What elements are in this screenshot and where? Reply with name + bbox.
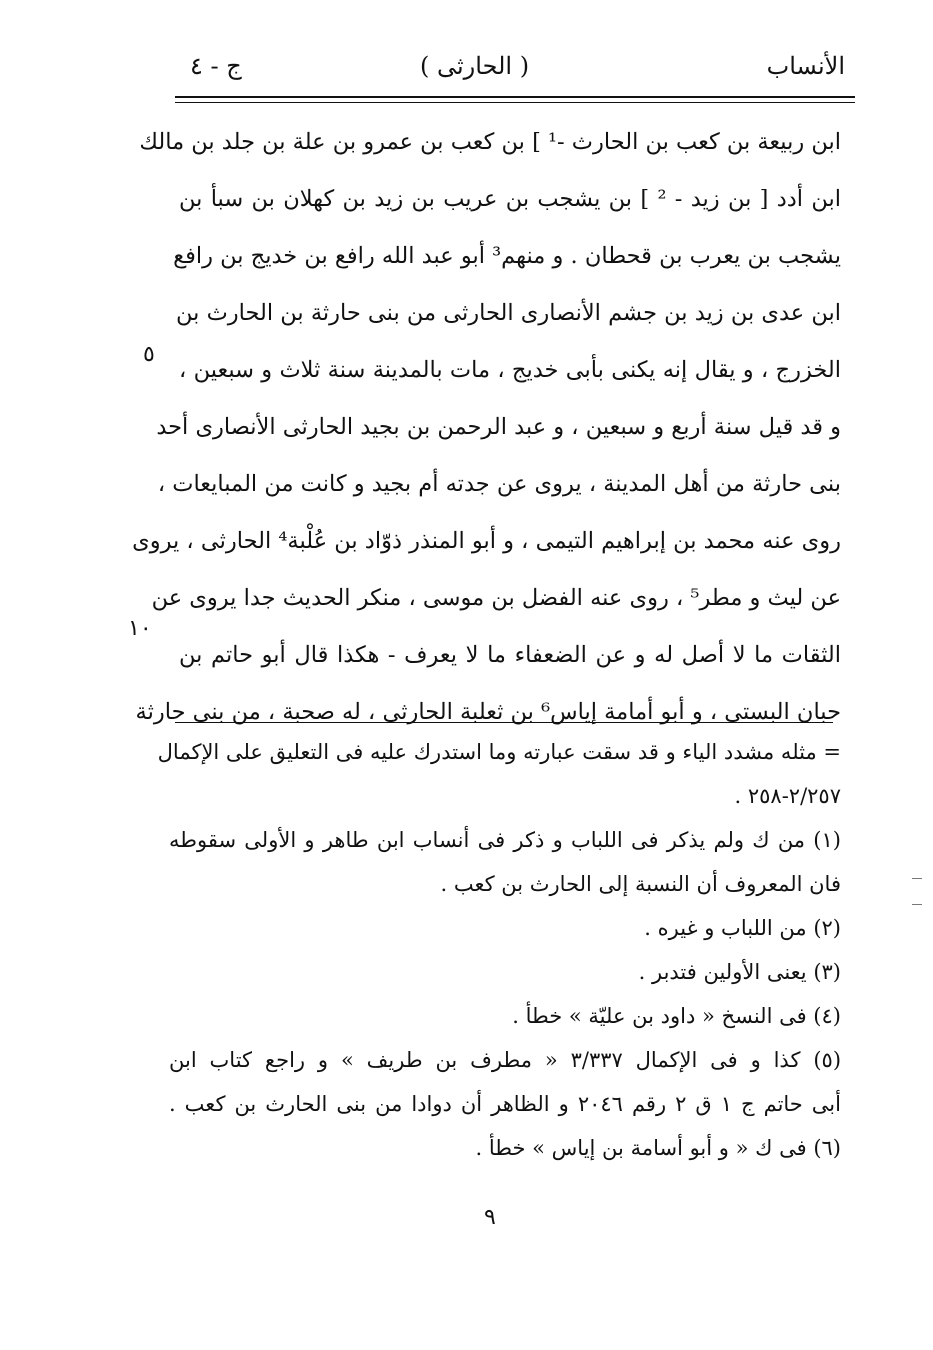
footnote-line: فان المعروف أن النسبة إلى الحارث بن كعب . — [440, 872, 841, 896]
text-line: بنى حارثة من أهل المدينة ، يروى عن جدته أم بجيد و كانت من المبايعات ، — [157, 471, 841, 497]
text-line: ابن أدد [ بن زيد - ² ] بن يشجب بن عريب بن زيد بن كهلان بن سبأ بن — [179, 186, 841, 212]
line-number-5: ٥ — [143, 342, 155, 367]
footnote-line: (٤) فى النسخ « داود بن عليّة » خطأ . — [512, 1004, 841, 1028]
text-line: الثقات ما لا أصل له و عن الضعفاء ما لا يعرف - هكذا قال أبو حاتم بن — [179, 642, 841, 668]
running-title-center: ( الحارثى ) — [420, 52, 530, 80]
text-line: و قد قيل سنة أربع و سبعين ، و عبد الرحمن بن بجيد الحارثى الأنصارى أحد — [156, 414, 841, 440]
text-line: ابن ربيعة بن كعب بن الحارث -¹ ] بن كعب بن عمرو بن علة بن جلد بن مالك — [139, 129, 841, 155]
page-number: ٩ — [484, 1205, 496, 1230]
footnote-line: (٣) يعنى الأولين فتدبر . — [638, 960, 841, 984]
footnote-line: (٢) من اللباب و غيره . — [644, 916, 841, 940]
volume-label: ج - ٤ — [190, 52, 242, 80]
footnote-line: = مثله مشدد الياء و قد سقت عبارته وما استدرك عليه فى التعليق على الإكمال — [157, 740, 841, 764]
text-line: يشجب بن يعرب بن قحطان . و منهم³ أبو عبد الله رافع بن خديج بن رافع — [173, 243, 841, 269]
footnote-line: (٦) فى ك « و أبو أسامة بن إياس » خطأ . — [475, 1136, 841, 1160]
footnote-line: أبى حاتم ج ١ ق ٢ رقم ٢٠٤٦ و الظاهر أن دوادا من بنى الحارث بن كعب . — [169, 1092, 841, 1116]
line-number-10: ١٠ — [128, 616, 152, 641]
text-line: حبان البستى ، و أبو أمامة إياس⁶ بن ثعلبة الحارثى ، له صحبة ، من بنى حارثة — [135, 699, 841, 725]
text-line: الخزرج ، و يقال إنه يكنى بأبى خديج ، مات بالمدينة سنة ثلاث و سبعين ، — [179, 357, 841, 383]
footnote-separator — [175, 722, 833, 723]
text-line: ابن عدى بن زيد بن جشم الأنصارى الحارثى من بنى حارثة بن الحارث بن — [176, 300, 841, 326]
header-rule-bottom — [175, 102, 855, 103]
scan-mark — [912, 878, 922, 879]
footnote-line: ٢/٢٥٧-٢٥٨ . — [734, 784, 841, 808]
footnote-line: (١) من ك ولم يذكر فى اللباب و ذكر فى أنساب ابن طاهر و الأولى سقوطه — [169, 828, 841, 852]
text-line: روى عنه محمد بن إبراهيم التيمى ، و أبو المنذر ذوّاد بن عُلْبة⁴ الحارثى ، يروى — [132, 528, 841, 554]
header-rule-top — [175, 96, 855, 98]
footnote-line: (٥) كذا و فى الإكمال ٣/٣٣٧ « مطرف بن طريف » و راجع كتاب ابن — [169, 1048, 842, 1072]
text-line: عن ليث و مطر⁵ ، روى عنه الفضل بن موسى ، منكر الحديث جدا يروى عن — [151, 585, 841, 611]
running-title-right: الأنساب — [766, 52, 845, 80]
scan-mark — [912, 904, 922, 905]
footnotes — [157, 730, 842, 1170]
